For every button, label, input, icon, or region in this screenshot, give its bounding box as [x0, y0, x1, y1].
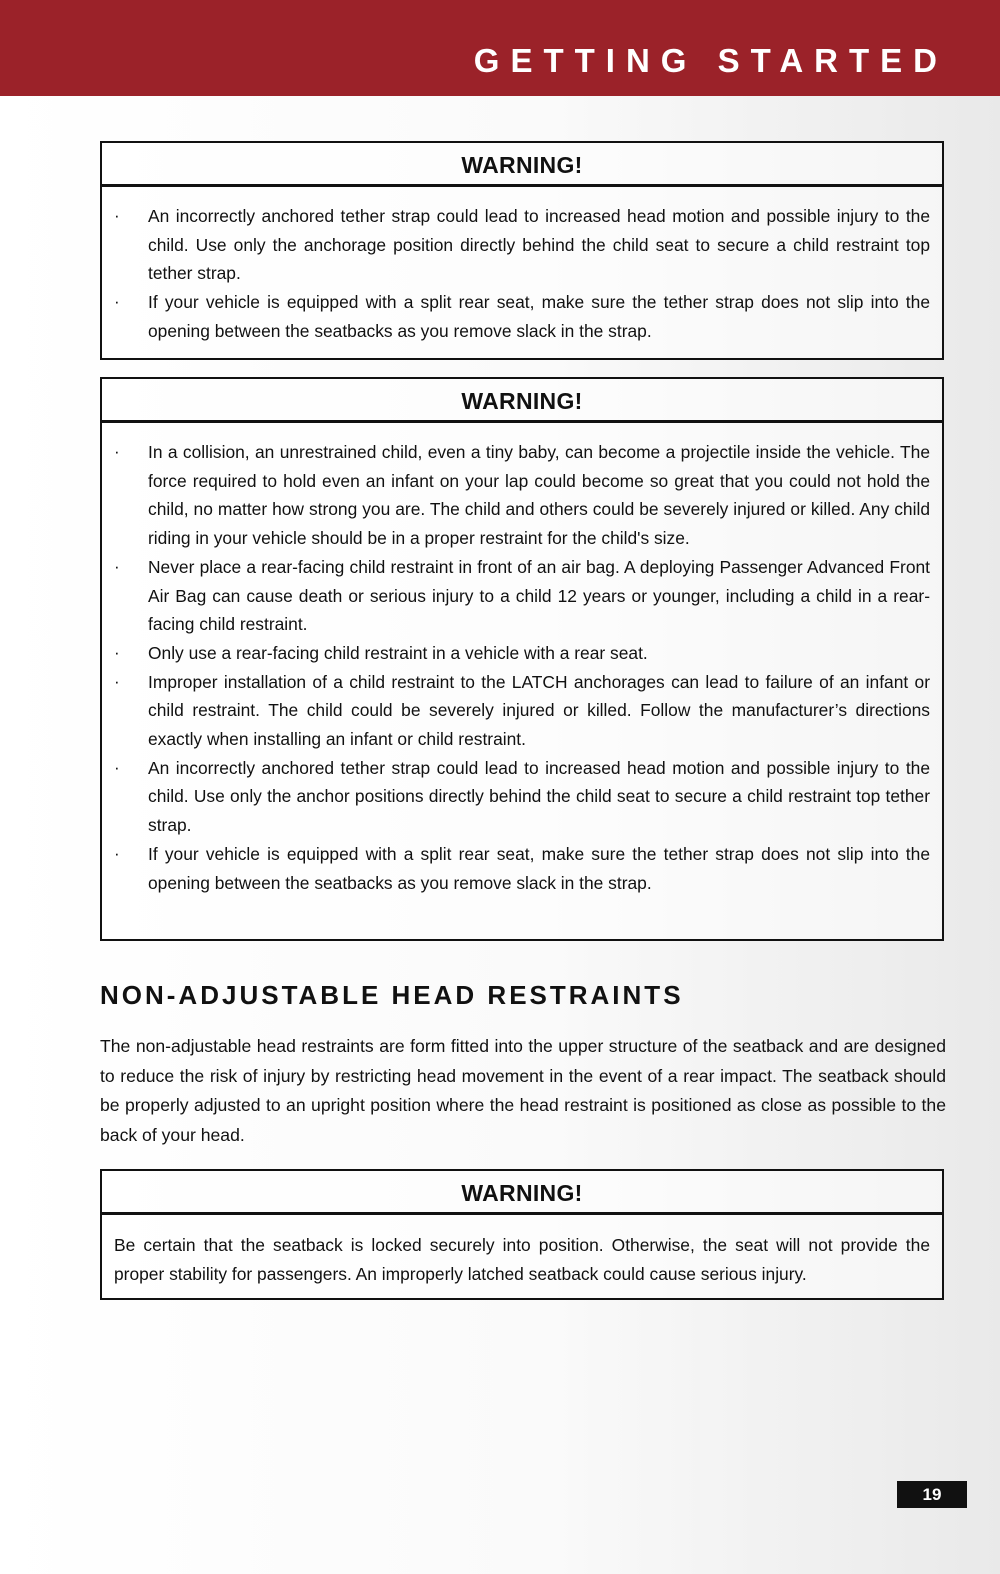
warning-title: WARNING! — [102, 143, 942, 187]
warning-box-child-restraint — [100, 377, 944, 941]
page-header-band — [0, 0, 1000, 96]
warning-text: Be certain that the seatback is locked securely into position. Otherwise, the seat will not provide the proper stability for passengers. An improperly latched seatback could cause serious injury. — [114, 1235, 930, 1284]
warning-box-tether — [100, 141, 944, 360]
warning-item: · An incorrectly anchored tether strap could lead to increased head motion and possible injury to the child. Use only the anchorage position directly behind the child seat to secure a child restraint top tether strap. — [114, 202, 930, 288]
warning-title: WARNING! — [102, 1171, 942, 1215]
warning-item: · Improper installation of a child restraint to the LATCH anchorages can lead to failure of an infant or child restraint. The child could be severely injured or killed. Follow the manufacturer’s directions exactly when installing an infant or child restraint. — [114, 668, 930, 754]
warning-item: · If your vehicle is equipped with a split rear seat, make sure the tether strap does not slip into the opening between the seatbacks as you remove slack in the strap. — [114, 288, 930, 345]
warning-list — [102, 423, 942, 911]
page-number: 19 — [897, 1481, 967, 1508]
section-body: The non-adjustable head restraints are form fitted into the upper structure of the seatback and are designed to reduce the risk of injury by restricting head movement in the event of a rear impact. The seatback should be properly adjusted to an upright position where the head restraint is positioned as close as possible to the back of your head. — [100, 1036, 946, 1145]
warning-box-seatback — [100, 1169, 944, 1300]
warning-title: WARNING! — [102, 379, 942, 423]
warning-item: · In a collision, an unrestrained child, even a tiny baby, can become a projectile inside the vehicle. The force required to hold even an infant on your lap could become so great that you could not hold the child, no matter how strong you are. The child and others could be severely injured or killed. Any child riding in your vehicle should be in a proper restraint for the child's size. — [114, 438, 930, 553]
warning-item: · If your vehicle is equipped with a split rear seat, make sure the tether strap does not slip into the opening between the seatbacks as you remove slack in the strap. — [114, 840, 930, 897]
section-heading: NON-ADJUSTABLE HEAD RESTRAINTS — [100, 980, 684, 1010]
warning-item: · An incorrectly anchored tether strap could lead to increased head motion and possible injury to the child. Use only the anchor positions directly behind the child seat to secure a child restraint top tether strap. — [114, 754, 930, 840]
warning-list — [102, 187, 942, 360]
warning-item: · Never place a rear-facing child restraint in front of an air bag. A deploying Passenger Advanced Front Air Bag can cause death or serious injury to a child 12 years or younger, including a child in a rear-facing child restraint. — [114, 553, 930, 639]
header-title: GETTING STARTED — [473, 42, 948, 79]
warning-item: · Only use a rear-facing child restraint in a vehicle with a rear seat. — [114, 639, 930, 668]
